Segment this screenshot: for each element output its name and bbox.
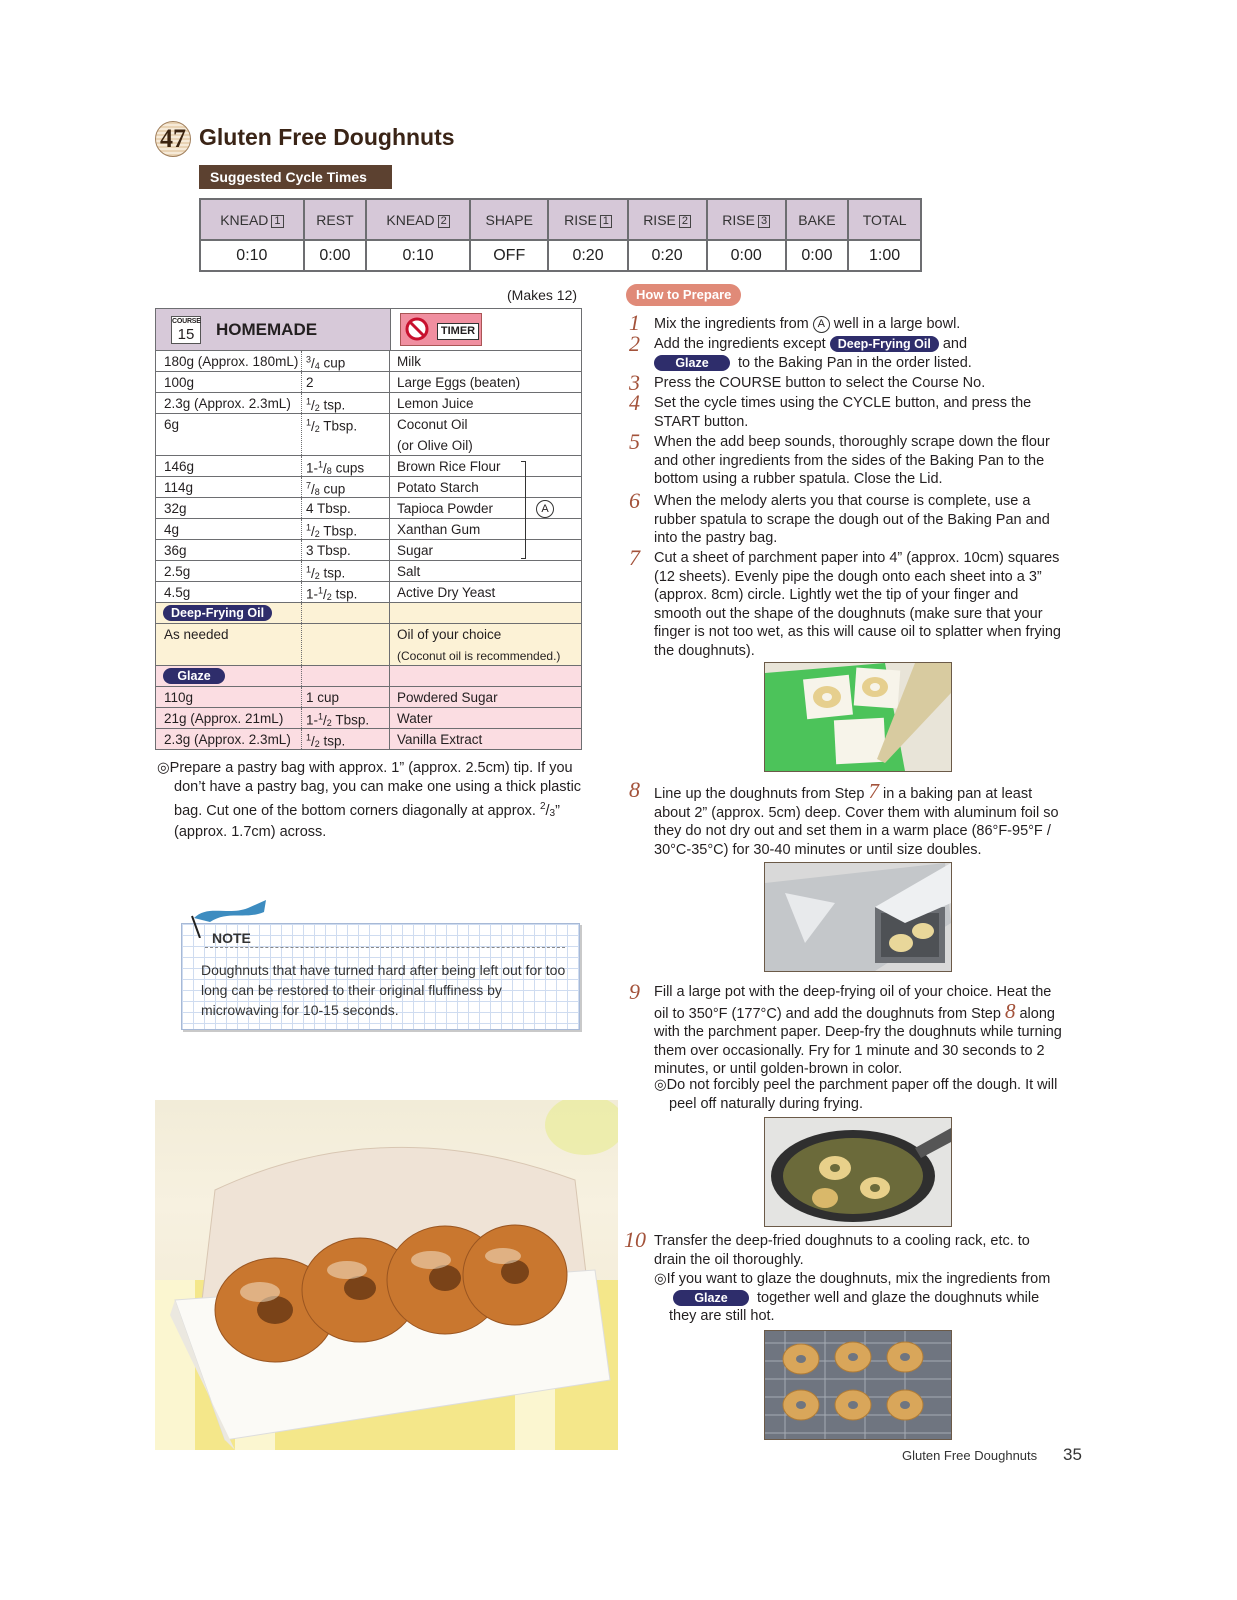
qty-fraction-numerator: 1 — [318, 711, 324, 721]
step-9-note: ◎Do not forcibly peel the parchment paper off the dough. It will peel off naturally during frying. — [654, 1077, 1058, 1112]
column-divider — [389, 477, 390, 497]
step-3-text: Press the COURSE button to select the Course No. — [654, 375, 986, 391]
ingredient-name-text: Brown Rice Flour — [397, 459, 501, 474]
step-2-text-a: Add the ingredients except — [654, 336, 830, 352]
qty-fraction-numerator: 1 — [306, 564, 312, 574]
qty-unit: cup — [319, 481, 346, 497]
group-bracket — [521, 461, 526, 559]
step-1-text-a: Mix the ingredients from — [654, 316, 813, 332]
cycle-stage-number: 3 — [758, 215, 770, 228]
cycle-value-cell: 0:00 — [304, 240, 366, 271]
note-text: Doughnuts that have turned hard after being left out for too long can be restored to their original fluffiness by microwaving for 10-15 seconds. — [201, 962, 566, 1018]
recipe-title: Gluten Free Doughnuts — [199, 124, 455, 150]
ingredient-name — [397, 354, 421, 369]
cycle-times-label: Suggested Cycle Times — [199, 165, 392, 189]
cycle-value-cell: 0:10 — [200, 240, 304, 271]
ingredient-name-text: Lemon Juice — [397, 396, 474, 411]
pastry-note-text: ◎Prepare a pastry bag with approx. 1” (approx. 2.5cm) tip. If you don’t have a pastry bag, you can make one using a thick plastic bag. Cut one of the bottom corners diagonally at approx. — [157, 760, 582, 819]
page-number: 35 — [1063, 1445, 1082, 1464]
cycle-header-label: RISE — [564, 211, 597, 228]
step-8-text-a: Line up the doughnuts from Step — [654, 786, 869, 802]
column-divider — [301, 603, 302, 623]
ingredient-row — [155, 372, 582, 393]
column-divider — [301, 393, 302, 413]
qty-fraction: $^1/_8$ — [318, 459, 332, 476]
cycle-times-table — [199, 198, 922, 272]
qty-fraction-denominator: 2 — [314, 570, 320, 581]
ingredient-name-alt: (or Olive Oil) — [397, 438, 473, 453]
step-9-text — [654, 983, 1064, 1079]
ingredient-name-text: Oil of your choice — [397, 627, 502, 642]
qty-fraction-denominator: 2 — [326, 717, 332, 728]
ingredient-quantity — [306, 690, 339, 705]
column-divider — [389, 414, 390, 455]
timer-label: TIMER — [437, 323, 479, 340]
cycle-value-cell: 0:00 — [786, 240, 848, 271]
qty-fraction: $^1/_2$ — [306, 396, 320, 413]
column-divider — [301, 372, 302, 392]
glaze-pill: Glaze — [163, 668, 225, 684]
qty-fraction-numerator: 1 — [306, 522, 312, 532]
recipe-number-badge: 47 — [155, 121, 191, 157]
ingredient-name — [397, 396, 474, 411]
ingredient-row — [155, 414, 582, 456]
ingredient-metric: 21g (Approx. 21mL) — [164, 711, 284, 726]
cycle-stage-number: 1 — [271, 215, 283, 228]
step-1-text — [654, 315, 1064, 334]
qty-fraction-numerator: 7 — [306, 480, 312, 490]
cycle-header-label: RISE — [722, 211, 755, 228]
group-marker-a: A — [536, 500, 554, 518]
column-divider — [389, 687, 390, 707]
ingredient-metric: 114g — [164, 480, 194, 495]
step-2-text — [654, 335, 1064, 372]
cycle-header-label: KNEAD — [220, 211, 269, 228]
step-9-ref: 8 — [1004, 998, 1016, 1023]
ingredient-name-text: Milk — [397, 354, 421, 369]
column-divider — [389, 540, 390, 560]
qty-fraction: $^1/_2$ — [318, 711, 332, 728]
pastry-note-frac-den: 3 — [549, 807, 556, 819]
step-10-number: 10 — [624, 1227, 646, 1252]
step-10-note-b: together well and glaze the doughnuts while they are still hot. — [669, 1289, 1040, 1324]
cycle-header-cell — [848, 199, 921, 240]
qty-prefix: 1 cup — [306, 690, 340, 705]
step-8-text — [654, 779, 1064, 859]
step-2-text-c: to the Baking Pan in the order listed. — [734, 354, 972, 371]
ingredient-metric: 4g — [164, 522, 180, 537]
step-10-text: Transfer the deep-fried doughnuts to a cooling rack, etc. to drain the oil thoroughly. — [654, 1233, 1030, 1268]
ingredient-name-text: Active Dry Yeast — [397, 585, 496, 600]
cycle-stage-number: 1 — [600, 215, 612, 228]
qty-unit: Tbsp. — [319, 418, 358, 434]
ingredient-name — [397, 564, 420, 579]
ingredient-name — [397, 459, 501, 474]
qty-fraction-denominator: 2 — [326, 591, 332, 602]
deep-frying-photo — [764, 1117, 952, 1227]
column-divider — [301, 540, 302, 560]
step-1-text-b: well in a large bowl. — [829, 316, 961, 332]
step-5-number: 5 — [629, 429, 640, 454]
column-divider — [389, 498, 390, 518]
ingredient-row — [155, 582, 582, 603]
cycle-header-cell — [366, 199, 470, 240]
ingredient-name: Powdered Sugar — [397, 690, 498, 705]
column-divider — [389, 519, 390, 539]
deep-frying-oil-pill: Deep-Frying Oil — [830, 336, 939, 352]
ingredient-quantity — [306, 417, 357, 434]
ingredient-row — [155, 729, 582, 750]
step-8-ref: 7 — [868, 779, 879, 803]
ingredient-row — [155, 666, 582, 687]
step-9-number: 9 — [629, 979, 640, 1004]
ingredient-metric: 2.3g (Approx. 2.3mL) — [164, 396, 291, 411]
qty-fraction: $^7/_8$ — [306, 480, 320, 497]
step-3-number: 3 — [629, 370, 640, 395]
column-divider — [301, 519, 302, 539]
course-name: HOMEMADE — [216, 320, 318, 339]
qty-fraction: $^1/_2$ — [318, 585, 332, 602]
column-divider — [389, 708, 390, 728]
column-divider — [389, 666, 390, 686]
cycle-value-cell: 0:20 — [548, 240, 627, 271]
qty-fraction-numerator: 1 — [318, 459, 324, 469]
qty-fraction-denominator: 2 — [314, 738, 320, 749]
column-divider — [389, 603, 390, 623]
qty-fraction-denominator: 8 — [314, 486, 320, 497]
cycle-header-label: TOTAL — [862, 211, 907, 228]
cycle-value-cell: OFF — [470, 240, 549, 271]
step-10-note — [654, 1270, 1064, 1326]
qty-fraction-numerator: 1 — [318, 585, 324, 595]
column-divider — [301, 414, 302, 455]
column-divider — [301, 624, 302, 665]
doughnut-illustration — [155, 1100, 618, 1450]
ingredient-row — [155, 477, 582, 498]
qty-fraction: $^3/_4$ — [306, 354, 320, 371]
qty-fraction-denominator: 4 — [314, 360, 320, 371]
step-7-number: 7 — [629, 545, 640, 570]
ingredient-metric: 2.3g (Approx. 2.3mL) — [164, 732, 291, 747]
column-divider — [301, 456, 302, 476]
ingredient-quantity — [306, 564, 345, 581]
qty-unit: cup — [319, 355, 346, 371]
ingredient-quantity — [306, 459, 364, 476]
cycle-header-label: KNEAD — [386, 211, 435, 228]
qty-unit: Tbsp. — [331, 712, 370, 728]
cycle-header-cell — [200, 199, 304, 240]
ingredient-name — [397, 624, 560, 667]
ingredient-quantity — [306, 480, 345, 497]
cooling-rack-illustration — [765, 1331, 951, 1439]
step-5-text: When the add beep sounds, thoroughly scrape down the flour and other ingredients from the sides of the Baking Pan to the bottom using a rubber spatula. Close the Lid. — [654, 434, 1050, 487]
column-divider — [301, 561, 302, 581]
step-6-text: When the melody alerts you that course is complete, use a rubber spatula to scrape the dough out of the Baking Pan and into the pastry bag. — [654, 493, 1050, 546]
ingredient-metric: 4.5g — [164, 585, 191, 600]
piping-dough-photo — [764, 662, 952, 772]
ingredient-row — [155, 456, 582, 477]
doughnuts-basket-photo — [155, 1100, 618, 1450]
step-6-number: 6 — [629, 488, 640, 513]
qty-fraction: $^1/_2$ — [306, 564, 320, 581]
qty-unit: tsp. — [319, 397, 346, 413]
cycle-header-cell — [304, 199, 366, 240]
ingredient-quantity — [306, 732, 345, 749]
glaze-pill: Glaze — [654, 355, 730, 371]
ingredient-name-text: Large Eggs (beaten) — [397, 375, 521, 390]
makes-count: (Makes 12) — [507, 287, 578, 303]
cycle-value-cell: 0:10 — [366, 240, 470, 271]
cycle-header-label: SHAPE — [485, 211, 533, 228]
cycle-value-cell: 0:00 — [707, 240, 786, 271]
prohibited-icon — [405, 317, 429, 341]
qty-fraction-numerator: 1 — [306, 396, 312, 406]
qty-fraction-numerator: 1 — [306, 417, 312, 427]
column-divider — [389, 456, 390, 476]
ingredient-quantity — [306, 711, 369, 728]
step-8-number: 8 — [629, 777, 640, 802]
qty-unit: Tbsp. — [319, 523, 358, 539]
cycle-value-row — [200, 240, 921, 271]
group-marker-a-inline: A — [813, 316, 830, 333]
column-divider — [389, 351, 390, 371]
ingredient-name — [397, 585, 495, 600]
how-to-prepare-label: How to Prepare — [626, 284, 741, 306]
cycle-stage-number: 2 — [679, 215, 691, 228]
ingredient-quantity — [306, 396, 345, 413]
ingredient-name — [397, 543, 433, 558]
column-divider — [301, 498, 302, 518]
qty-prefix: 2 — [306, 375, 314, 390]
ingredient-name — [397, 375, 520, 390]
column-divider — [301, 687, 302, 707]
qty-unit: cups — [331, 460, 365, 476]
ingredient-name: Water — [397, 711, 433, 726]
cycle-value-cell: 0:20 — [628, 240, 707, 271]
qty-fraction: $^1/_2$ — [306, 732, 320, 749]
ingredient-metric: 36g — [164, 543, 187, 558]
qty-fraction-denominator: 2 — [314, 528, 320, 539]
cycle-stage-number: 2 — [438, 215, 450, 228]
ingredient-name: Vanilla Extract — [397, 732, 483, 747]
qty-fraction: $^1/_2$ — [306, 522, 320, 539]
qty-fraction-denominator: 8 — [326, 465, 332, 476]
qty-fraction-denominator: 2 — [314, 423, 320, 434]
ingredient-row — [155, 351, 582, 372]
ingredient-quantity — [306, 585, 357, 602]
ingredient-name-text: Salt — [397, 564, 421, 579]
ingredient-name-text: Sugar — [397, 543, 434, 558]
qty-prefix: 1- — [306, 586, 319, 602]
qty-unit: tsp. — [331, 586, 358, 602]
pastry-note-frac-num: 2 — [539, 801, 546, 812]
ingredient-metric: 180g (Approx. 180mL) — [164, 354, 299, 369]
qty-prefix: 1- — [306, 712, 319, 728]
cycle-header-row — [200, 199, 921, 240]
ingredient-row — [155, 498, 582, 519]
ingredient-quantity — [306, 354, 345, 371]
step-4-number: 4 — [629, 390, 640, 415]
ingredient-quantity — [306, 543, 351, 558]
step-9-text-a: Fill a large pot with the deep-frying oil of your choice. Heat the oil to 350°F (177°C) and add the doughnuts from Step — [654, 984, 1052, 1022]
column-divider — [389, 372, 390, 392]
ingredient-name — [397, 501, 493, 516]
step-8-text-b: in a baking pan at least about 2” (approx. 5cm) deep. Cover them with aluminum foil so they do not dry out and set them in a warm place (86°F-95°F / 30°C-35°C) for 30-40 minutes or until size doubles. — [654, 786, 1059, 858]
cycle-header-label: BAKE — [798, 211, 836, 228]
column-divider — [389, 729, 390, 749]
foil-covered-pan-photo — [764, 862, 952, 972]
ingredient-name-text: Potato Starch — [397, 480, 479, 495]
ingredient-metric: As needed — [164, 627, 229, 642]
pastry-note-text-end: ” (approx. 1.7cm) across. — [174, 802, 560, 840]
ingredient-metric: 2.5g — [164, 564, 191, 579]
column-divider — [301, 582, 302, 602]
step-7-text: Cut a sheet of parchment paper into 4” (approx. 10cm) squares (12 sheets). Evenly pipe the dough onto each sheet into a 3” (approx. 8cm) circle. Lightly wet the tip of your finger and smooth out the shape of the doughnuts (make sure that your finger is not too wet, as this will cause oil to splatter when frying the doughnuts). — [654, 550, 1061, 659]
qty-fraction-numerator: 1 — [306, 732, 312, 742]
ingredient-metric: 146g — [164, 459, 195, 474]
course-box — [171, 316, 201, 344]
qty-prefix: 3 Tbsp. — [306, 543, 351, 558]
footer-title: Gluten Free Doughnuts — [902, 1448, 1038, 1463]
ingredient-metric: 6g — [164, 417, 180, 432]
ingredient-row — [155, 540, 582, 561]
step-9-text-b: along with the parchment paper. Deep-fry the doughnuts while turning them over occasionally. Fry for 1 minute and 30 seconds to 2 minutes, or until golden-brown in color. — [654, 1005, 1062, 1077]
column-divider — [301, 708, 302, 728]
qty-fraction: $^1/_2$ — [306, 417, 320, 434]
cycle-header-cell — [628, 199, 707, 240]
column-divider — [301, 477, 302, 497]
cycle-header-label: RISE — [643, 211, 676, 228]
cycle-header-cell — [470, 199, 549, 240]
ingredient-name — [397, 522, 480, 537]
ingredient-name-text: Tapioca Powder — [397, 501, 494, 516]
ingredient-name — [397, 480, 479, 495]
step-10-note-a: ◎If you want to glaze the doughnuts, mix the ingredients from — [654, 1271, 1051, 1287]
column-divider — [389, 582, 390, 602]
column-divider — [389, 624, 390, 665]
ingredient-name — [397, 414, 473, 456]
cooling-rack-photo — [764, 1330, 952, 1440]
foil-illustration — [765, 863, 951, 971]
ingredient-note: (Coconut oil is recommended.) — [397, 649, 561, 663]
qty-prefix: 4 Tbsp. — [306, 501, 351, 516]
step-4-text: Set the cycle times using the CYCLE button, and press the START button. — [654, 395, 1032, 430]
ingredient-quantity — [306, 522, 357, 539]
course-header — [156, 309, 391, 350]
column-divider — [389, 561, 390, 581]
step-2-text-b: and — [938, 336, 968, 352]
cycle-value-cell: 1:00 — [848, 240, 921, 271]
column-divider — [301, 729, 302, 749]
course-number: 15 — [177, 326, 195, 343]
step-2-number: 2 — [629, 331, 640, 356]
pastry-bag-note: ◎Prepare a pastry bag with approx. 1” (approx. 2.5cm) tip. If you don’t have a pastry bag, you can make one using a thick plastic bag. Cut one of the bottom corners diagonally at approx. $^2/_3$” (approx. 1.7cm) across. — [157, 760, 582, 840]
ingredient-row — [155, 708, 582, 729]
ingredient-name-text: Coconut Oil — [397, 417, 468, 432]
step-1-number: 1 — [629, 310, 640, 335]
ingredient-row — [155, 561, 582, 582]
ingredient-name-text: Xanthan Gum — [397, 522, 481, 537]
ingredient-row — [155, 624, 582, 666]
course-word: COURSE — [172, 318, 201, 325]
ingredient-row — [155, 393, 582, 414]
glaze-pill: Glaze — [673, 1290, 749, 1306]
qty-fraction-denominator: 2 — [314, 402, 320, 413]
qty-unit: tsp. — [319, 565, 346, 581]
cycle-header-cell — [548, 199, 627, 240]
ingredient-quantity — [306, 375, 314, 390]
cycle-header-label: REST — [316, 211, 354, 228]
ingredient-metric: 110g — [164, 690, 194, 705]
qty-prefix: 1- — [306, 460, 319, 476]
timer-not-available-badge — [400, 313, 482, 346]
ingredient-row — [155, 603, 582, 624]
deep-frying-oil-pill: Deep-Frying Oil — [163, 605, 272, 621]
cycle-header-cell — [707, 199, 786, 240]
ingredient-metric: 100g — [164, 375, 195, 390]
ingredient-quantity — [306, 501, 351, 516]
piping-illustration — [765, 663, 951, 771]
frying-illustration — [765, 1118, 951, 1226]
qty-unit: tsp. — [319, 733, 346, 749]
column-divider — [301, 666, 302, 686]
column-divider — [301, 351, 302, 371]
cycle-header-cell — [786, 199, 848, 240]
note-label: NOTE — [212, 930, 251, 946]
ingredient-metric: 32g — [164, 501, 187, 516]
ingredient-row — [155, 519, 582, 540]
qty-fraction-numerator: 3 — [306, 354, 312, 364]
ingredient-row — [155, 687, 582, 708]
note-divider — [205, 947, 565, 948]
column-divider — [389, 393, 390, 413]
ingredients-header — [155, 308, 582, 351]
